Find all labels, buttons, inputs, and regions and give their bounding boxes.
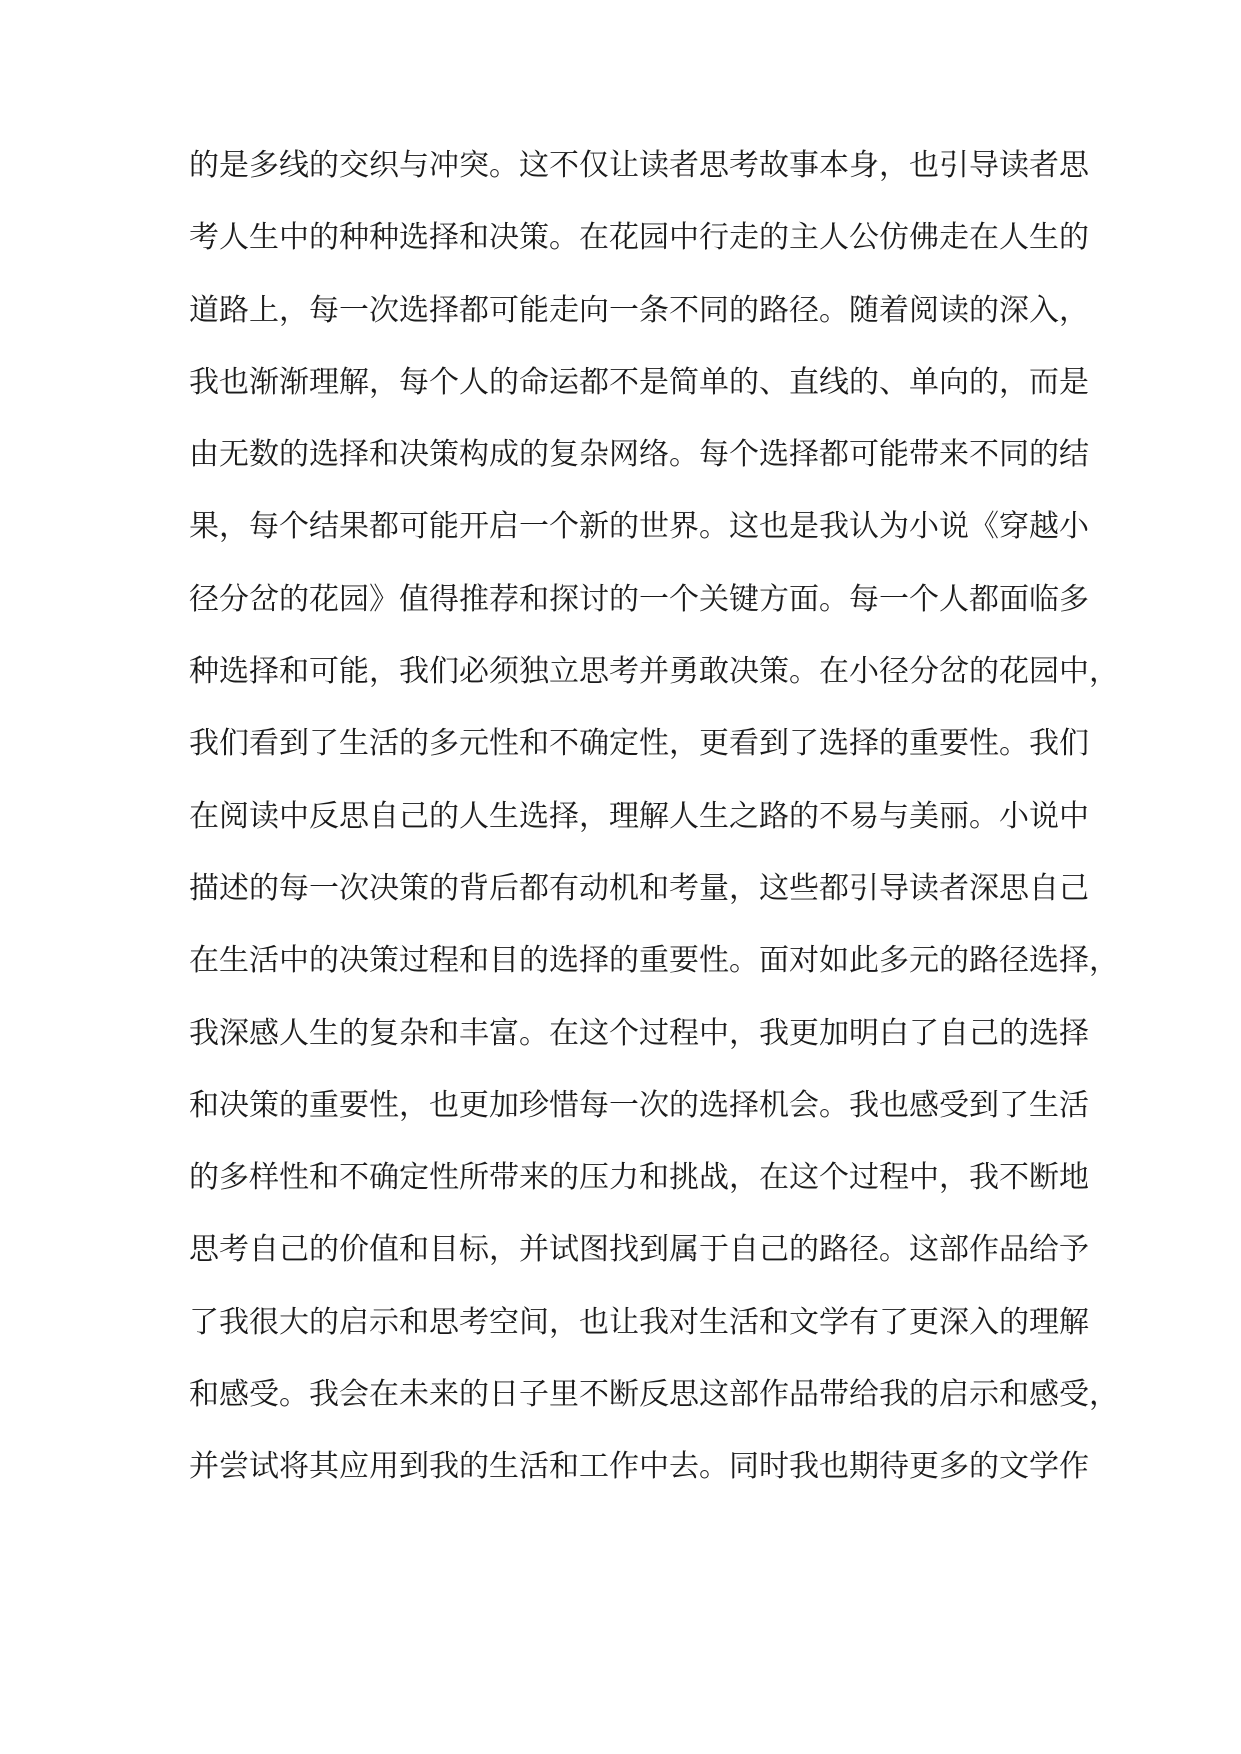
text-line: 道路上，每一次选择都可能走向一条不同的路径。随着阅读的深入，: [189, 292, 1089, 328]
text-line: 我也渐渐理解，每个人的命运都不是简单的、直线的、单向的，而是: [189, 364, 1089, 400]
text-line: 我深感人生的复杂和丰富。在这个过程中，我更加明白了自己的选择: [189, 1015, 1089, 1051]
text-line: 在阅读中反思自己的人生选择，理解人生之路的不易与美丽。小说中: [189, 798, 1089, 834]
text-line: 的多样性和不确定性所带来的压力和挑战，在这个过程中，我不断地: [189, 1160, 1089, 1196]
text-line: 在生活中的决策过程和目的选择的重要性。面对如此多元的路径选择，: [189, 943, 1119, 979]
text-line: 由无数的选择和决策构成的复杂网络。每个选择都可能带来不同的结: [189, 437, 1089, 473]
text-line: 描述的每一次决策的背后都有动机和考量，这些都引导读者深思自己: [189, 870, 1089, 906]
text-line: 和决策的重要性，也更加珍惜每一次的选择机会。我也感受到了生活: [189, 1087, 1089, 1123]
body-text: [189, 146, 1119, 1520]
text-line: 果，每个结果都可能开启一个新的世界。这也是我认为小说《穿越小: [189, 509, 1089, 545]
text-line: 径分岔的花园》值得推荐和探讨的一个关键方面。每一个人都面临多: [189, 581, 1089, 617]
text-line: 了我很大的启示和思考空间，也让我对生活和文学有了更深入的理解: [189, 1304, 1089, 1340]
text-line: 考人生中的种种选择和决策。在花园中行走的主人公仿佛走在人生的: [189, 220, 1089, 256]
text-line: 和感受。我会在未来的日子里不断反思这部作品带给我的启示和感受，: [189, 1377, 1119, 1413]
text-line: 我们看到了生活的多元性和不确定性，更看到了选择的重要性。我们: [189, 726, 1089, 762]
text-line: 思考自己的价值和目标，并试图找到属于自己的路径。这部作品给予: [189, 1232, 1089, 1268]
text-line: 种选择和可能，我们必须独立思考并勇敢决策。在小径分岔的花园中，: [189, 654, 1119, 690]
text-line: 并尝试将其应用到我的生活和工作中去。同时我也期待更多的文学作: [189, 1449, 1089, 1485]
text-line: 的是多线的交织与冲突。这不仅让读者思考故事本身，也引导读者思: [189, 148, 1089, 183]
